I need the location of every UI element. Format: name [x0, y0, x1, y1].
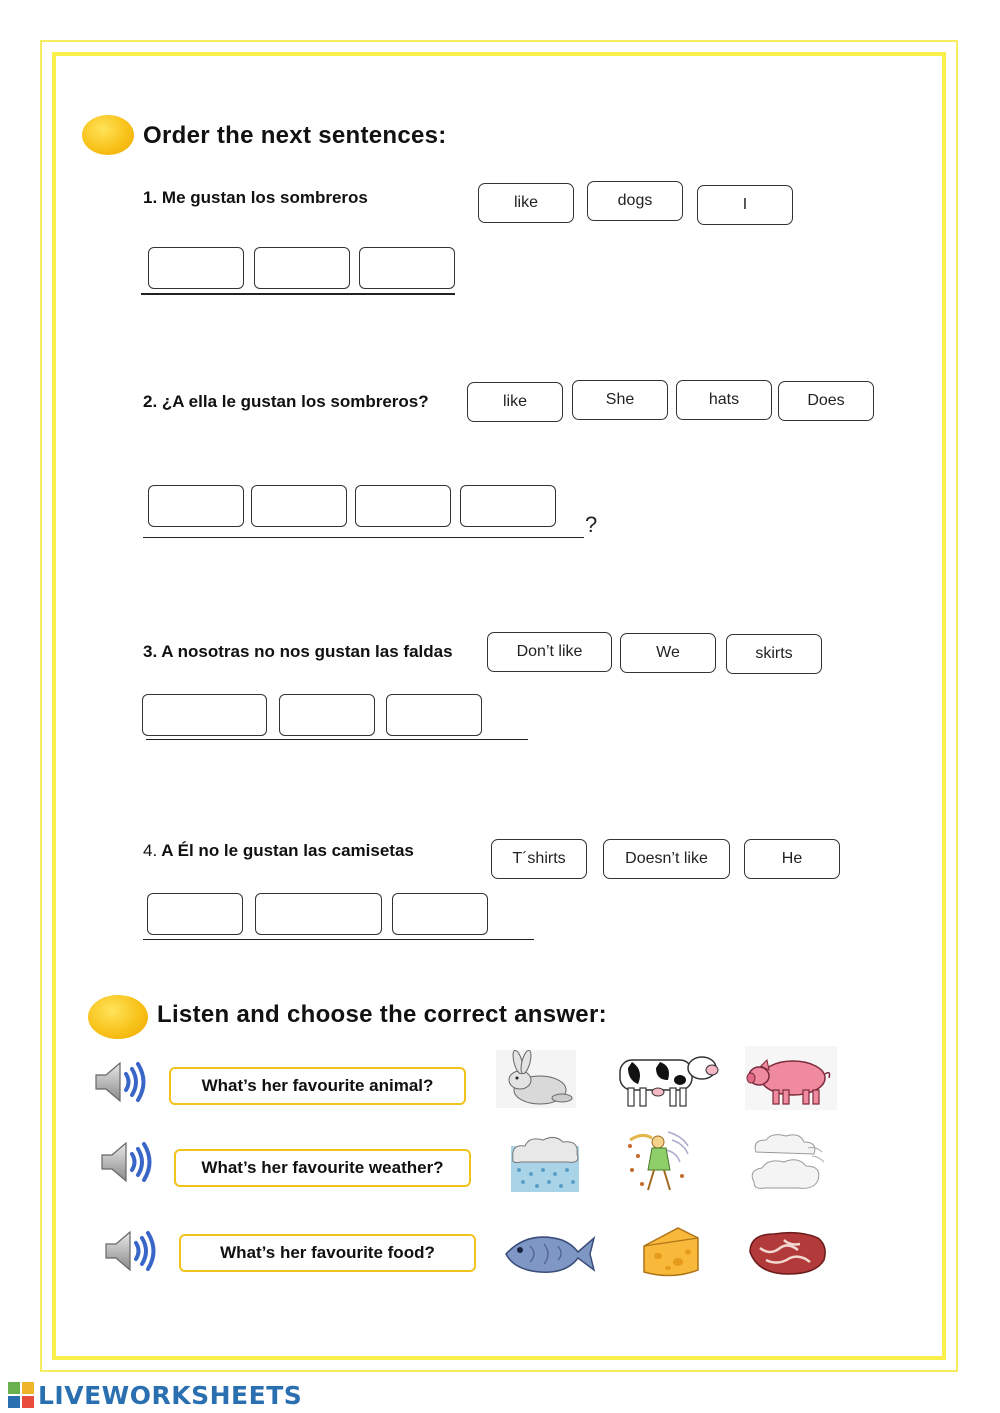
fish-picture[interactable]: [500, 1226, 598, 1280]
item1-word-chip[interactable]: I: [697, 185, 793, 225]
item4-drop-box[interactable]: [255, 893, 382, 935]
footer-logo: [8, 1380, 302, 1410]
cloudy-picture[interactable]: [748, 1130, 828, 1196]
section2-title: Listen and choose the correct answer:: [157, 1001, 607, 1028]
item1-number: 1.: [143, 188, 158, 207]
item2-drop-box[interactable]: [148, 485, 244, 527]
item4-prompt: [143, 841, 414, 861]
cow-picture[interactable]: [610, 1046, 720, 1108]
item1-drop-box[interactable]: [148, 247, 244, 289]
item1-prompt: [143, 188, 368, 208]
question-animal: What’s her favourite animal?: [169, 1067, 466, 1105]
item3-word-chip[interactable]: Don’t like: [487, 632, 612, 672]
item2-prompt: [143, 392, 429, 412]
item4-word-chip[interactable]: He: [744, 839, 840, 879]
item2-word-chip[interactable]: Does: [778, 381, 874, 421]
rabbit-picture[interactable]: [496, 1050, 576, 1108]
item1-answer-line: [141, 293, 455, 295]
item2-drop-box[interactable]: [355, 485, 451, 527]
item2-number: 2.: [143, 392, 158, 411]
item4-drop-box[interactable]: [147, 893, 243, 935]
section1-bullet-icon: [82, 115, 134, 155]
meat-picture[interactable]: [744, 1228, 830, 1278]
item1-word-chip[interactable]: like: [478, 183, 574, 223]
item3-drop-box[interactable]: [279, 694, 375, 736]
item3-drop-box[interactable]: [142, 694, 267, 736]
item2-answer-line: [143, 537, 584, 538]
section1-title: Order the next sentences:: [143, 122, 447, 149]
item3-word-chip[interactable]: We: [620, 633, 716, 673]
item2-prompt-text: ¿A ella le gustan los sombreros?: [161, 392, 429, 411]
item2-word-chip[interactable]: like: [467, 382, 563, 422]
item2-word-chip[interactable]: hats: [676, 380, 772, 420]
item1-drop-box[interactable]: [254, 247, 350, 289]
item3-number: 3.: [143, 642, 158, 661]
windy-picture[interactable]: [622, 1126, 698, 1196]
speaker-icon[interactable]: [98, 1138, 156, 1186]
item4-number: 4.: [143, 841, 158, 860]
speaker-icon[interactable]: [102, 1227, 160, 1275]
item3-prompt: [143, 642, 453, 662]
item3-prompt-text: A nosotras no nos gustan las faldas: [161, 642, 453, 661]
item3-answer-line: [146, 739, 528, 740]
cheese-picture[interactable]: [638, 1224, 704, 1282]
pig-picture[interactable]: [745, 1046, 837, 1110]
question-food: What’s her favourite food?: [179, 1234, 476, 1272]
item3-drop-box[interactable]: [386, 694, 482, 736]
item1-drop-box[interactable]: [359, 247, 455, 289]
item1-word-chip[interactable]: dogs: [587, 181, 683, 221]
item4-answer-line: [143, 939, 534, 940]
speaker-icon[interactable]: [92, 1058, 150, 1106]
item2-drop-box[interactable]: [251, 485, 347, 527]
item4-word-chip[interactable]: Doesn’t like: [603, 839, 730, 879]
section2-bullet-icon: [88, 995, 148, 1039]
item2-word-chip[interactable]: She: [572, 380, 668, 420]
item2-drop-box[interactable]: [460, 485, 556, 527]
item4-word-chip[interactable]: T´shirts: [491, 839, 587, 879]
item2-question-mark: ?: [585, 512, 598, 537]
question-weather: What’s her favourite weather?: [174, 1149, 471, 1187]
item1-prompt-text: Me gustan los sombreros: [161, 188, 368, 207]
item4-drop-box[interactable]: [392, 893, 488, 935]
footer-brand: LIVEWORKSHEETS: [38, 1380, 303, 1410]
item4-prompt-text: A Él no le gustan las camisetas: [161, 841, 414, 860]
snowy-cloud-picture[interactable]: [507, 1134, 581, 1194]
item3-word-chip[interactable]: skirts: [726, 634, 822, 674]
liveworksheets-logo-icon: [8, 1382, 34, 1408]
